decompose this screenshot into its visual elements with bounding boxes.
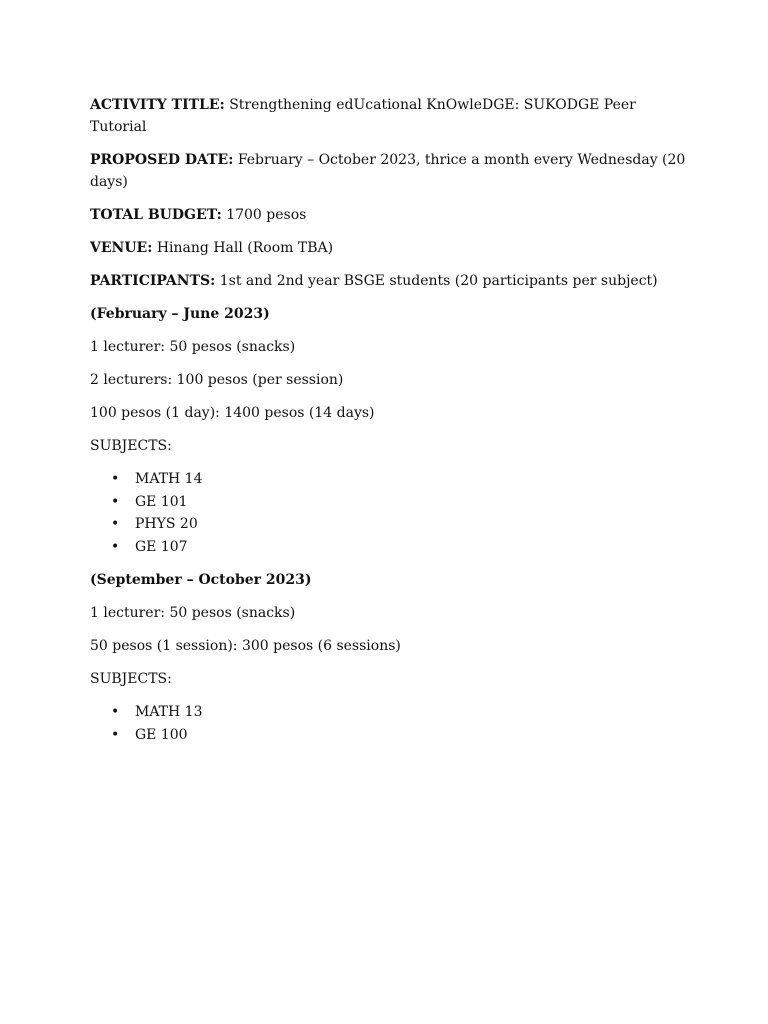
bullet-icon: •: [111, 471, 120, 487]
subject-name: PHYS 20: [135, 516, 198, 532]
activity-title-value: Strengthening edUcational KnOwleDGE: SUKODGE Peer Tutorial: [90, 97, 636, 135]
participants-value: 1st and 2nd year BSGE students (20 participants per subject): [215, 273, 658, 289]
bullet-icon: •: [111, 704, 120, 720]
total-budget-value: 1700 pesos: [221, 207, 307, 223]
period1-cost-line: 2 lecturers: 100 pesos (per session): [90, 372, 344, 388]
period2-subject-list: [90, 701, 690, 746]
period1-heading: (February – June 2023): [90, 306, 270, 322]
subject-item: [90, 724, 690, 747]
proposed-date-line: [90, 149, 690, 193]
period1-subject-list: [90, 468, 690, 558]
subject-name: GE 107: [135, 538, 188, 555]
subject-name: GE 100: [135, 726, 188, 743]
period2-heading: (September – October 2023): [90, 572, 312, 588]
total-budget-line: [90, 204, 690, 226]
venue-line: [90, 237, 690, 259]
bullet-icon: •: [111, 726, 120, 743]
subject-item: [90, 491, 690, 514]
subject-name: GE 101: [135, 493, 188, 510]
bullet-icon: •: [111, 516, 120, 532]
document-page: [90, 94, 690, 757]
period2-cost-line: 50 pesos (1 session): 300 pesos (6 sessions): [90, 638, 401, 654]
period1-cost-line: 1 lecturer: 50 pesos (snacks): [90, 339, 296, 355]
total-budget-label: TOTAL BUDGET:: [90, 207, 222, 223]
subject-item: [90, 513, 690, 536]
period1-cost-line: 100 pesos (1 day): 1400 pesos (14 days): [90, 405, 375, 421]
venue-value: Hinang Hall (Room TBA): [152, 240, 334, 256]
subject-name: MATH 13: [135, 704, 203, 720]
period2-subjects-label: SUBJECTS:: [90, 671, 172, 687]
venue-label: VENUE:: [90, 240, 153, 256]
bullet-icon: •: [111, 493, 120, 510]
activity-title-line: [90, 94, 690, 138]
subject-item: [90, 701, 690, 724]
participants-label: PARTICIPANTS:: [90, 273, 216, 289]
proposed-date-value: February – October 2023, thrice a month every Wednesday (20 days): [90, 152, 686, 190]
activity-title-label: ACTIVITY TITLE:: [90, 97, 225, 113]
participants-line: [90, 270, 690, 292]
subject-name: MATH 14: [135, 471, 203, 487]
period2-cost-line: 1 lecturer: 50 pesos (snacks): [90, 605, 296, 621]
proposed-date-label: PROPOSED DATE:: [90, 152, 234, 168]
subject-item: [90, 536, 690, 559]
bullet-icon: •: [111, 538, 120, 555]
period1-subjects-label: SUBJECTS:: [90, 438, 172, 454]
subject-item: [90, 468, 690, 491]
